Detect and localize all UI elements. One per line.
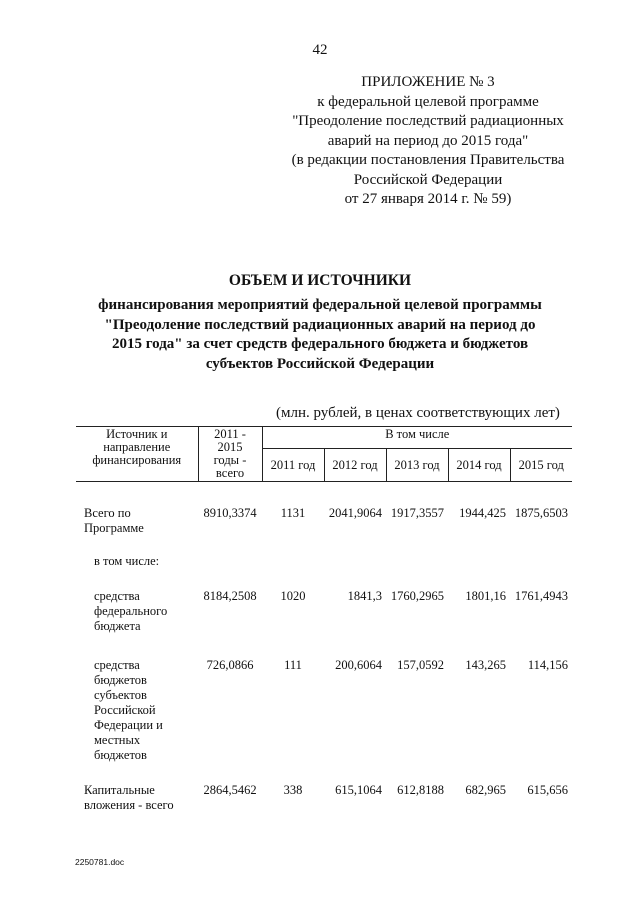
financing-table [76,426,572,813]
appendix-line: аварий на период до 2015 года" [327,132,529,149]
cell-value: 1917,3557 [390,506,444,520]
row-label: в том числе: [94,554,160,568]
cell-value: 2041,9064 [328,506,382,520]
subtitle-line: "Преодоление последствий радиационных аварий на период до [104,316,536,333]
subtitle-line: финансирования мероприятий федеральной целевой программы [98,297,542,313]
table-row-capital [76,783,572,813]
appendix-line: от 27 января 2014 г. № 59) [344,191,512,207]
cell-value: 1761,4943 [514,589,569,603]
header-including: В том числе [262,427,572,449]
cell-value: 1841,3 [347,589,382,603]
appendix-block [268,73,588,210]
cell-value: 1875,6503 [514,506,569,520]
table-row-in-that-number [76,554,572,569]
table-row-regional [76,658,572,763]
appendix-line: Российской Федерации [353,171,503,188]
row-label: Капитальные вложения - всего [84,783,174,812]
cell-value: 338 [283,783,303,797]
cell-value: 200,6064 [335,658,382,672]
cell-value: 726,0866 [206,658,254,672]
appendix-line: к федеральной целевой программе [317,93,539,110]
cell-value: 2864,5462 [203,783,257,797]
header-year: 2015 год [510,449,572,482]
row-label: средства бюджетов субъектов Российской Федерации и местных бюджетов [94,658,163,762]
header-year: 2014 год [448,449,510,482]
cell-value: 1944,425 [459,506,506,520]
cell-value: 612,8188 [397,783,444,797]
cell-value: 615,1064 [335,783,382,797]
appendix-line: "Преодоление последствий радиационных [292,113,564,129]
header-total: 2011 - 2015 годы - всего [198,427,262,482]
appendix-line: (в редакции постановления Правительства [291,152,565,168]
header-year: 2013 год [386,449,448,482]
header-year: 2011 год [262,449,324,482]
cell-value: 682,965 [465,783,506,797]
cell-value: 157,0592 [397,658,444,672]
cell-value: 1131 [280,506,306,520]
subtitle-line: субъектов Российской Федерации [205,355,435,372]
header-source: Источник и направление финансирования [76,427,198,482]
cell-value: 8910,3374 [203,506,257,520]
cell-value: 8184,2508 [203,589,257,603]
header-year: 2012 год [324,449,386,482]
cell-value: 143,265 [465,658,506,672]
cell-value: 111 [284,658,302,672]
table-row-federal [76,589,572,634]
document-subtitle [70,296,570,374]
table-row-total [76,506,572,536]
cell-value: 114,156 [527,658,569,672]
subtitle-line: 2015 года" за счет средств федерального бюджета и бюджетов [111,336,529,352]
document-title: ОБЪЕМ И ИСТОЧНИКИ [228,272,412,289]
cell-value: 1760,2965 [390,589,444,603]
cell-value: 1020 [280,589,306,603]
units-note: (млн. рублей, в ценах соответствующих лет) [276,405,560,421]
page-number: 42 [312,42,328,58]
appendix-line: ПРИЛОЖЕНИЕ № 3 [361,74,495,90]
row-label: средства федерального бюджета [94,589,168,633]
table-header-row [76,427,572,449]
footer-filename: 2250781.doc [75,857,125,867]
row-label: Всего по Программе [84,506,144,535]
cell-value: 1801,16 [465,589,506,603]
cell-value: 615,656 [527,783,569,797]
